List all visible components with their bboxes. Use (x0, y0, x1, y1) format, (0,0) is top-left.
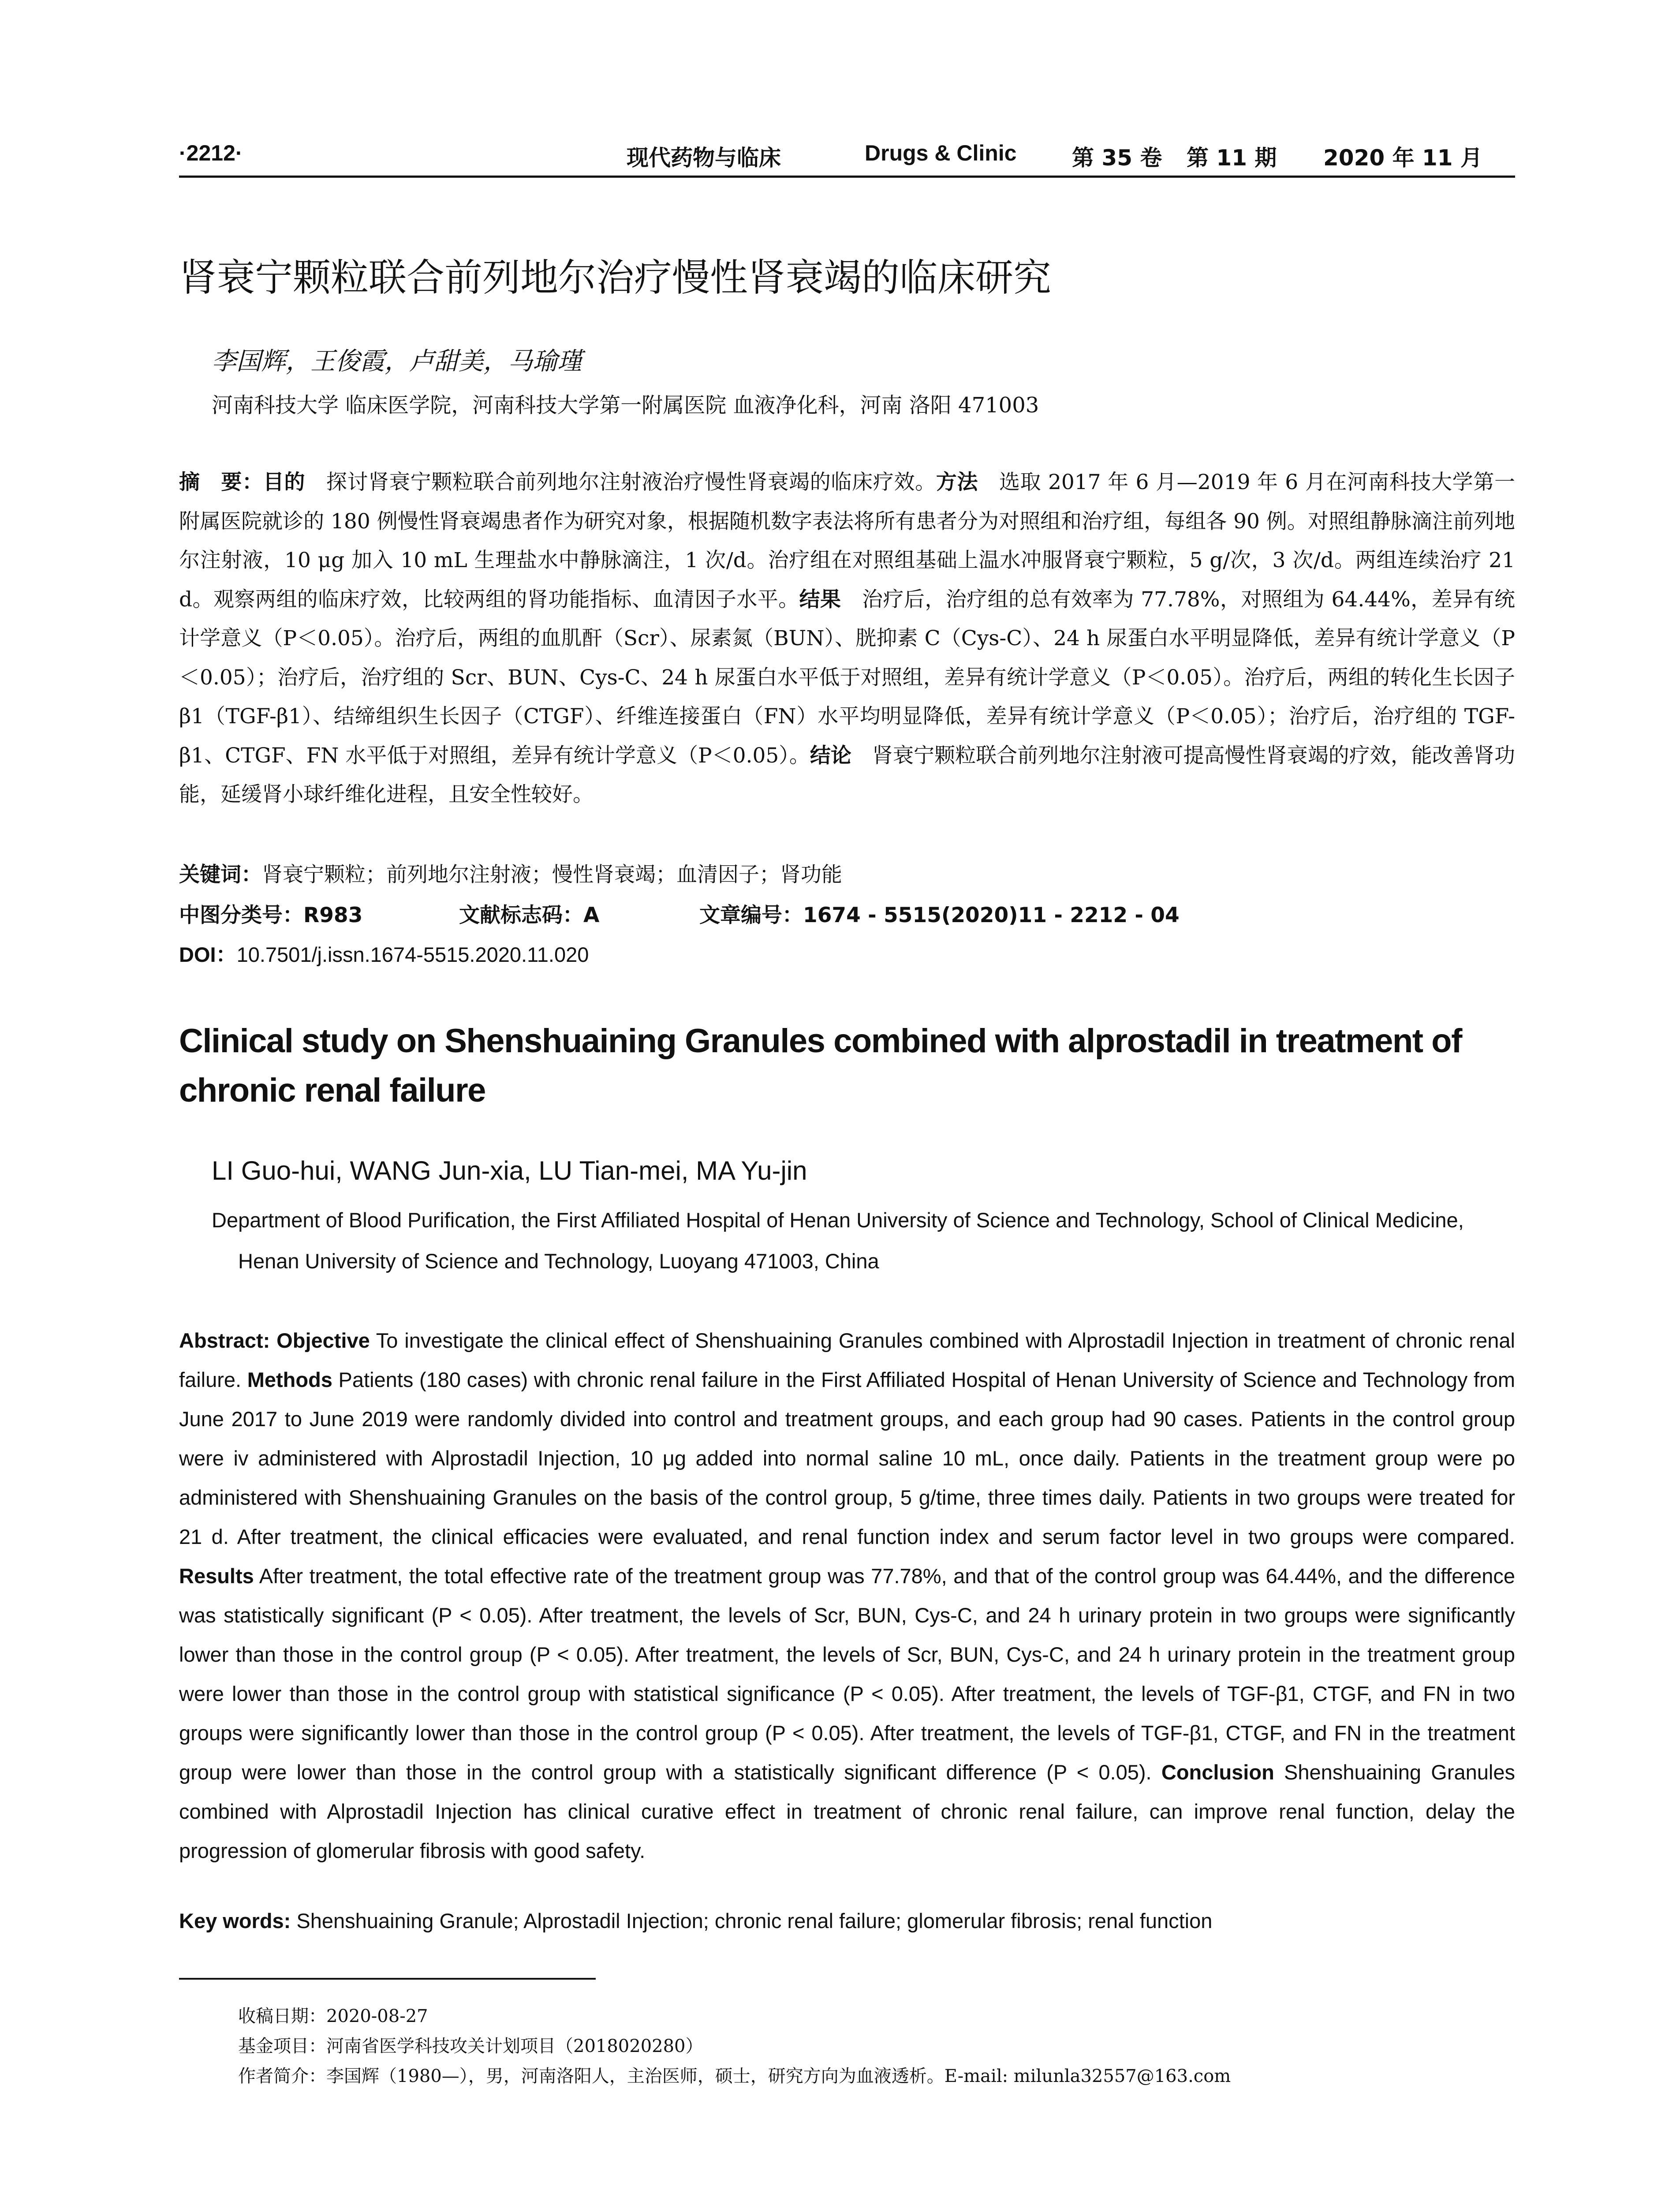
affiliation-en (212, 1200, 1517, 1282)
footnote-received: 收稿日期：2020-08-27 (238, 2006, 428, 2026)
issue-date: 2020 年 11 月 (1323, 145, 1482, 171)
footnote-divider (179, 1978, 596, 1980)
keywords-label-en: Key words: (179, 1909, 291, 1932)
abstract-en (179, 1321, 1515, 1870)
objective-en: To investigate the clinical effect of Shenshuaining Granules combined with Alprostadil Injection in treatment of chronic renal failure. (179, 1329, 1515, 1391)
results-label-en: Results (179, 1564, 254, 1588)
keywords-en (179, 1909, 1212, 1933)
methods-label-en: Methods (247, 1368, 332, 1391)
header-divider (179, 176, 1515, 178)
keywords-text-en: Shenshuaining Granule; Alprostadil Injection; chronic renal failure; glomerular fibrosis; renal function (291, 1909, 1213, 1932)
issue: 第 11 期 (1187, 145, 1277, 171)
clc-number: 中图分类号：R983 (179, 903, 363, 927)
doi-label: DOI： (179, 943, 237, 966)
results-label-cn: 结果 (799, 587, 841, 612)
authors-cn: 李国辉，王俊霞，卢甜美，马瑜瑾 (212, 347, 582, 376)
running-header (179, 138, 1515, 173)
journal-name-cn: 现代药物与临床 (627, 145, 781, 171)
volume: 第 35 卷 (1072, 145, 1162, 171)
classification-line (179, 899, 1515, 930)
methods-label-cn: 方法 (936, 470, 978, 494)
title-cn: 肾衰宁颗粒联合前列地尔治疗慢性肾衰竭的临床研究 (179, 256, 1051, 300)
abstract-cn (179, 463, 1515, 815)
methods-cn: 选取 2017 年 6 月—2019 年 6 月在河南科技大学第一附属医院就诊的 180 例慢性肾衰竭患者作为研究对象，根据随机数字表法将所有患者分为对照组和治疗组，每组各 90 例。对照组静脉滴注前列地尔注射液，10 μg 加入 10 mL 生理盐水中静脉滴注，1 次/d。治疗组在对照组基础上温水冲服肾衰宁颗粒，5 g/次，3 次/d。两组连续治疗 21 d。观察两组的临床疗效，比较两组的肾功能指标、血清因子水平。 (179, 470, 1516, 612)
objective-cn: 探讨肾衰宁颗粒联合前列地尔注射液治疗慢性肾衰竭的临床疗效。 (305, 470, 936, 494)
affiliation-cn: 河南科技大学 临床医学院，河南科技大学第一附属医院 血液净化科，河南 洛阳 471003 (212, 393, 1039, 418)
abstract-label-en: Abstract: Objective (179, 1329, 370, 1352)
abstract-label-cn: 摘 要： (179, 470, 263, 494)
affiliation-en-text: Department of Blood Purification, the First Affiliated Hospital of Henan University of Science and Technology, School of Clinical Medicine, Henan University of Science and Technology, Luoyang 471003, China (212, 1208, 1464, 1273)
keywords-label-cn: 关键词： (179, 863, 262, 887)
results-en: After treatment, the total effective rate of the treatment group was 77.78%, and that of the control group was 64.44%, and the difference was statistically significant (P < 0.05). After treatment, the levels of Scr, BUN, Cys-C, and 24 h urinary protein in two groups were significantly lower than those in the control group (P < 0.05). After treatment, the levels of Scr, BUN, Cys-C, and 24 h urinary protein in the treatment group were lower than those in the control group with statistical significance (P < 0.05). After treatment, the levels of TGF-β1, CTGF, and FN in two groups were significantly lower than those in the control group (P < 0.05). After treatment, the levels of TGF-β1, CTGF, and FN in the treatment group were lower than those in the control group with a statistically significant difference (P < 0.05). (179, 1564, 1515, 1784)
page-number: ·2212· (179, 141, 243, 165)
conclusion-label-en: Conclusion (1161, 1760, 1274, 1784)
objective-label-cn: 目的 (263, 470, 306, 494)
title-en: Clinical study on Shenshuaining Granules combined with alprostadil in treatment of chronic renal failure (179, 1022, 1462, 1109)
authors-en: LI Guo-hui, WANG Jun-xia, LU Tian-mei, MA Yu-jin (212, 1156, 807, 1185)
article-number: 文章编号：1674 - 5515(2020)11 - 2212 - 04 (699, 903, 1180, 927)
footnote-author: 作者简介：李国辉（1980—），男，河南洛阳人，主治医师，硕士，研究方向为血液透析。E-mail: milunla32557@163.com (238, 2066, 1231, 2086)
keywords-cn (179, 858, 842, 888)
doi-value[interactable]: 10.7501/j.issn.1674-5515.2020.11.020 (236, 943, 589, 966)
conclusion-en: Shenshuaining Granules combined with Alprostadil Injection has clinical curative effect in treatment of chronic renal failure, can improve renal function, delay the progression of glomerular fibrosis with good safety. (179, 1760, 1516, 1862)
results-cn: 治疗后，治疗组的总有效率为 77.78%，对照组为 64.44%，差异有统计学意义（P＜0.05）。治疗后，两组的血肌酐（Scr）、尿素氮（BUN）、胱抑素 C（Cys-C）、24 h 尿蛋白水平明显降低，差异有统计学意义（P＜0.05）；治疗后，治疗组的 Scr、BUN、Cys-C、24 h 尿蛋白水平低于对照组，差异有统计学意义（P＜0.05）。治疗后，两组的转化生长因子 β1（TGF-β1）、结缔组织生长因子（CTGF）、纤维连接蛋白（FN）水平均明显降低，差异有统计学意义（P＜0.05）；治疗后，治疗组的 TGF-β1、CTGF、FN 水平低于对照组，差异有统计学意义（P＜0.05）。 (179, 587, 1515, 768)
methods-en: Patients (180 cases) with chronic renal failure in the First Affiliated Hospital of Henan University of Science and Technology from June 2017 to June 2019 were randomly divided into control and treatment groups, and each group had 90 cases. Patients in the control group were iv administered with Alprostadil Injection, 10 μg added into normal saline 10 mL, once daily. Patients in the treatment group were po administered with Shenshuaining Granules on the basis of the control group, 5 g/time, three times daily. Patients in two groups were treated for 21 d. After treatment, the clinical efficacies were evaluated, and renal function index and serum factor level in two groups were compared. (179, 1368, 1515, 1548)
document-code: 文献标志码：A (459, 903, 600, 927)
conclusion-label-cn: 结论 (810, 743, 851, 768)
doi-line (179, 938, 589, 968)
conclusion-cn: 肾衰宁颗粒联合前列地尔注射液可提高慢性肾衰竭的疗效，能改善肾功能，延缓肾小球纤维化进程，且安全性较好。 (179, 743, 1516, 807)
footnote-fund: 基金项目：河南省医学科技攻关计划项目（2018020280） (238, 2036, 703, 2056)
keywords-text-cn: 肾衰宁颗粒；前列地尔注射液；慢性肾衰竭；血清因子；肾功能 (262, 863, 842, 887)
journal-name-en: Drugs & Clinic (865, 141, 1017, 165)
